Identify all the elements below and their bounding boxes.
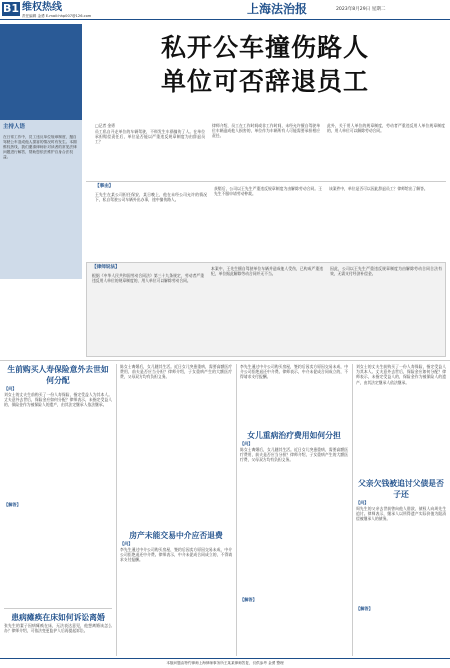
page-number: B1 [2,2,20,15]
case-col-2: 获赔后，公司以王先生严重违反规章制度为由解除劳动合同。王先生不服申请劳动仲裁。 [214,186,322,197]
question-label: 【问】 [4,386,17,391]
case-col-1: 王先生在某公司担任保安，某日晚上，他在未经公司允许的情况下，私自驾驶公司车辆外出办事，途中撞伤路人。 [95,192,207,203]
article-right-top [356,364,446,474]
host-column-body: 在日常工作中，员工违反单位规章制度，擅自驾驶公车造成他人损害的情况时有发生。本期维权热线，我们邀请律师针对读者的常见法律问题进行解答，帮助您依法维护自身合法权益。 [3,135,77,159]
question-label: 【问】 [356,500,369,505]
case-title: 【事由】 [95,184,114,189]
article-body: 陈女士离婚后，女儿随其生活。近日女儿突患重病，需要高额医疗费用，前夫是否应当分担？律师介绍，子女重病产生的大额医疗费，父母双方均有负担义务。 [240,447,348,463]
intro-col-1: 员工私自开走单位的车辆驾驶，不料发生车祸撞伤了人。在单位承担赔偿责任后，单位是否能以严重违反规章制度为由辞退员工？ [95,129,205,145]
article-body: 李先生通过中介公司购买房屋，签约后因卖方原因交易未成，中介公司拒绝退还中介费。律师表示，中介未促成合同成立的，不得请求支付报酬。 [240,364,348,380]
article-title: 患病瘫痪在床如何诉讼离婚 [11,613,105,622]
article-title: 父亲欠钱被追讨父债是否子还 [358,479,444,499]
article-title: 房产未能交易中介应否退费 [129,531,223,540]
article-body: 周先生的父亲去世前曾向他人借款，债权人向周先生追讨。律师表示，继承人以所得遗产实际价值为限清偿被继承人的债务。 [356,506,446,522]
section-title: 维权热线 [22,2,62,13]
case-col-3: 该案件中，单位是否可以因此辞退员工？律师给出了解答。 [329,186,428,191]
article-body: 刘女士的丈夫生前购买了一份人寿保险，指定受益人为其本人。丈夫意外去世后，保险金应如何分配？律师表示，未指定受益人的，保险金作为被保险人的遗产，由其法定继承人依法继承。 [4,392,112,408]
article-daughter-illness [240,430,348,656]
headline-line-1: 私开公车撞伤路人 [160,33,369,62]
article-title: 女儿重病治疗费用如何分担 [247,431,341,440]
column-rule [116,364,117,656]
article-medical-cost-left [120,364,232,524]
divider [0,360,450,361]
byline: □记者 金勇 [95,123,115,128]
page-footer: 本版问题由特约律师上海律师事务所王某某律师答复，仅供参考 金勇 整理 [0,658,450,668]
column-rule [236,364,237,656]
article-insurance [4,364,112,604]
answer-label: 【解答】 [356,606,373,611]
lawyer-advice-title: 【律师说法】 [92,265,120,270]
question-label: 【问】 [240,441,253,446]
article-body: 刘女士的丈夫生前购买了一份人寿保险，指定受益人为其本人。丈夫意外去世后，保险金应如何分配？律师表示，未指定受益人的，保险金作为被保险人的遗产，由其法定继承人依法继承。 [356,364,446,385]
article-body: 张先生的妻子因病瘫痪在床，无法表达意见，他想离婚该怎么办？律师介绍，可依法变更监护人后再提起诉讼。 [4,623,112,634]
intro-col-3: 此外，关于用人单位的规章制度，劳动者严重违反用人单位规章制度的，用人单位可以解除劳动合同。 [327,123,445,134]
headline-line-2: 单位可否辞退员工 [160,67,369,96]
article-agency-fee [120,530,232,656]
host-column-title: 主持人语 [3,124,26,130]
law-col-3: 因此，公司以王先生严重违反规章制度为由解除劳动合同合法有效，无需支付经济补偿金。 [330,266,442,277]
article-top-right [240,364,348,424]
law-col-2: 本案中，王先生擅自驾驶单位车辆并造成他人受伤，已构成严重违纪，单位据此解除劳动合同并无不当。 [211,266,323,277]
article-father-debt [356,478,446,656]
divider [86,181,446,182]
answer-label: 【解答】 [240,597,257,602]
editor-meta: 责任编辑 金勇 E-mail:hhp007@126.com [22,14,92,18]
article-title: 生前购买人寿保险意外去世如何分配 [7,365,109,385]
issue-date: 2023年8月29日 星期二 [336,7,386,12]
article-body: 李先生通过中介公司购买房屋，签约后因卖方原因交易未成，中介公司拒绝退还中介费。律师表示，中介未促成合同成立的，不得请求支付报酬。 [120,547,232,563]
column-rule [352,364,353,656]
article-divorce [4,612,112,658]
answer-label: 【解答】 [4,502,21,507]
newspaper-brand: 上海法治报 [247,2,308,16]
article-body: 陈女士离婚后，女儿随其生活。近日女儿突患重病，需要高额医疗费用，前夫是否应当分担？律师介绍，子女重病产生的大额医疗费，父母双方均有负担义务。 [120,364,232,380]
intro-col-2: 律师介绍，员工在工作时间或非工作时间，未经允许擅自驾驶单位车辆造成他人损害的，单位作为车辆所有人可能需要承担相应责任。 [212,123,320,139]
law-col-1: 根据《中华人民共和国劳动合同法》第三十九条规定，劳动者严重违反用人单位的规章制度的，用人单位可以解除劳动合同。 [92,273,204,284]
divider [4,608,112,609]
question-label: 【问】 [120,541,133,546]
